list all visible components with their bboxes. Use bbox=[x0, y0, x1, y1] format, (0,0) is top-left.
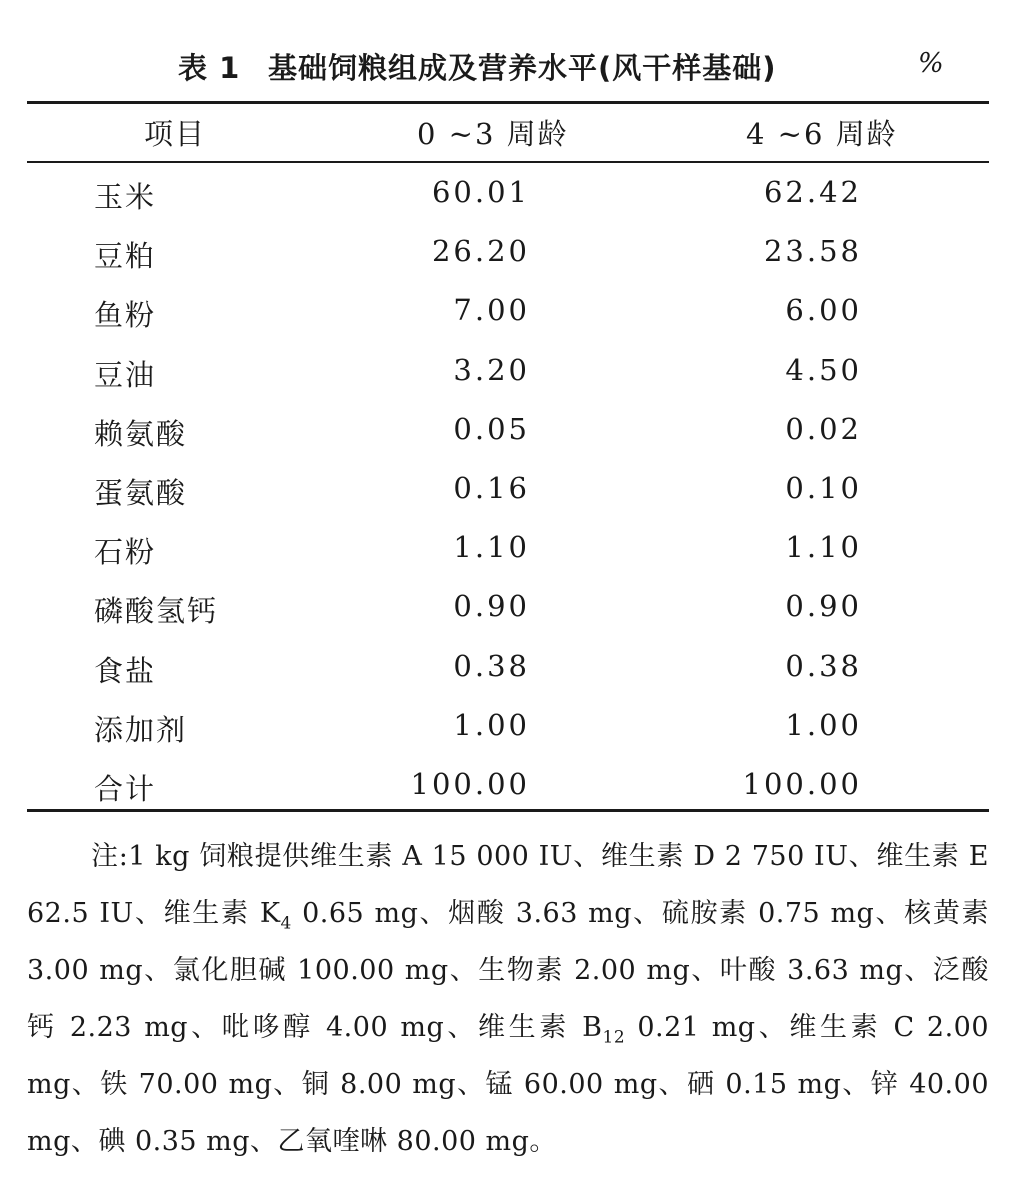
note-sub-k: 4 bbox=[280, 913, 292, 934]
table-row bbox=[0, 755, 1027, 814]
row-value-week-0-3: 1.00 bbox=[453, 707, 530, 742]
row-value-week-4-6: 62.42 bbox=[763, 175, 862, 209]
header-week-0-3: 0 ~3 周龄 bbox=[417, 117, 569, 151]
row-value-week-0-3: 60.01 bbox=[431, 175, 530, 209]
row-value-week-0-3: 1.10 bbox=[453, 530, 530, 565]
table-row bbox=[0, 518, 1027, 577]
note-sub-b: 12 bbox=[602, 1027, 626, 1048]
row-value-week-4-6: 0.10 bbox=[785, 471, 862, 505]
table-label: 表 1 bbox=[178, 51, 241, 85]
row-value-week-0-3: 0.90 bbox=[453, 589, 530, 624]
row-label: 鱼粉 bbox=[94, 298, 157, 333]
row-value-week-4-6: 0.90 bbox=[785, 589, 862, 624]
row-value-week-4-6: 23.58 bbox=[763, 234, 862, 269]
note-text-1: 注:1 kg 饲粮提供维生素 A 15 000 IU、维生素 D 2 750 IU、维生素 E 62.5 IU、维生素 K bbox=[27, 841, 989, 929]
row-label: 蛋氨酸 bbox=[94, 476, 188, 510]
top-rule bbox=[27, 101, 989, 104]
header-item: 项目 bbox=[144, 117, 207, 151]
row-label: 赖氨酸 bbox=[94, 416, 188, 451]
row-label: 合计 bbox=[94, 772, 157, 806]
row-value-week-4-6: 1.10 bbox=[785, 530, 862, 565]
row-label: 玉米 bbox=[94, 180, 157, 214]
row-label: 石粉 bbox=[94, 535, 157, 570]
row-value-week-4-6: 4.50 bbox=[785, 352, 862, 387]
row-label: 磷酸氢钙 bbox=[94, 594, 219, 629]
note-text-3: 0.21 mg、维生素 C 2.00 mg、铁 70.00 mg、铜 8.00 mg、锰 60.00 mg、硒 0.15 mg、锌 40.00 mg、碘 0.35 mg、乙氧喹啉 80.00 mg。 bbox=[27, 1012, 990, 1157]
row-label: 添加剂 bbox=[94, 712, 188, 747]
table-title: 基础饲粮组成及营养水平(风干样基础) bbox=[268, 51, 777, 85]
row-value-week-0-3: 0.05 bbox=[453, 411, 530, 446]
table-note bbox=[27, 828, 989, 1170]
row-value-week-4-6: 0.02 bbox=[785, 411, 862, 446]
table-caption bbox=[0, 40, 1027, 100]
row-value-week-0-3: 26.20 bbox=[431, 234, 530, 269]
table-row bbox=[0, 400, 1027, 459]
table-row bbox=[0, 637, 1027, 696]
bottom-rule bbox=[27, 809, 989, 812]
row-label: 豆油 bbox=[94, 357, 157, 392]
table-row bbox=[0, 222, 1027, 281]
row-value-week-4-6: 0.38 bbox=[785, 648, 862, 683]
table-row bbox=[0, 163, 1027, 222]
row-value-week-0-3: 100.00 bbox=[410, 767, 530, 801]
row-label: 食盐 bbox=[94, 653, 157, 688]
table-row bbox=[0, 577, 1027, 636]
row-value-week-4-6: 100.00 bbox=[742, 767, 862, 801]
row-label: 豆粕 bbox=[94, 239, 157, 274]
header-week-4-6: 4 ~6 周龄 bbox=[746, 117, 898, 151]
table-row bbox=[0, 459, 1027, 518]
table-row bbox=[0, 281, 1027, 340]
row-value-week-4-6: 1.00 bbox=[785, 707, 862, 742]
row-value-week-0-3: 3.20 bbox=[453, 352, 530, 387]
table-row bbox=[0, 696, 1027, 755]
row-value-week-4-6: 6.00 bbox=[785, 293, 862, 328]
row-value-week-0-3: 0.16 bbox=[453, 471, 530, 505]
table-unit: % bbox=[918, 48, 944, 79]
row-value-week-0-3: 7.00 bbox=[453, 293, 530, 328]
row-value-week-0-3: 0.38 bbox=[453, 648, 530, 683]
note-text-2: 0.65 mg、烟酸 3.63 mg、硫胺素 0.75 mg、核黄素 3.00 mg、氯化胆碱 100.00 mg、生物素 2.00 mg、叶酸 3.63 mg、泛酸钙 2.23 mg、吡哆醇 4.00 mg、维生素 B bbox=[27, 898, 989, 1043]
table-row bbox=[0, 341, 1027, 400]
